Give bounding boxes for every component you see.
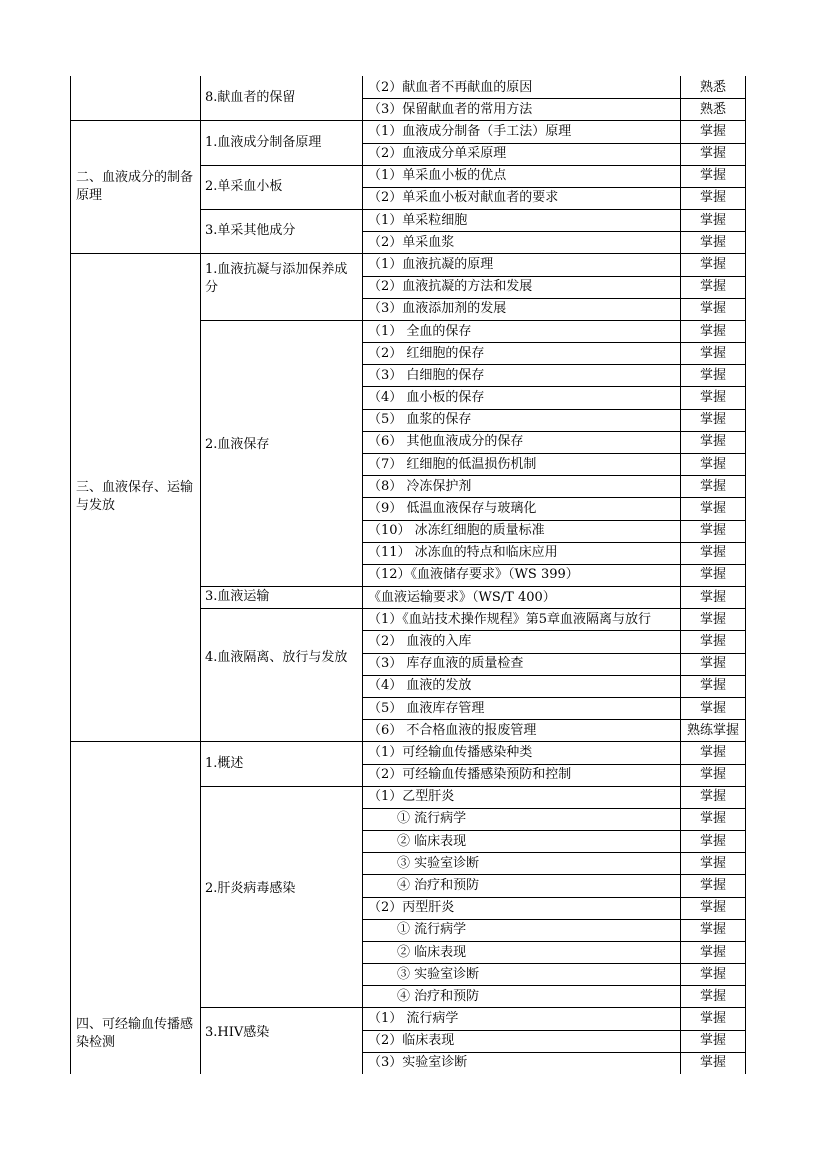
level-text: 掌握 <box>699 500 726 516</box>
item-text: （2）单采血小板对献血者的要求 <box>368 190 559 206</box>
item-text: （2）单采血浆 <box>368 234 455 250</box>
level-text: 掌握 <box>699 811 726 827</box>
level-text: 掌握 <box>699 877 726 893</box>
item-text: （1）血液抗凝的原理 <box>368 257 494 272</box>
item-text: （4） 血小板的保存 <box>368 390 485 406</box>
item-text: （6） 不合格血液的报废管理 <box>368 722 537 738</box>
item-text: （5） 血液库存管理 <box>368 700 485 716</box>
item-text: ② 临床表现 <box>397 833 467 849</box>
level-text: 掌握 <box>699 922 726 938</box>
item-text: （1）《血站技术操作规程》第5章血液隔离与放行 <box>368 611 652 627</box>
unit-cell: 3.单采其他成分 <box>205 223 296 239</box>
item-text: ④ 治疗和预防 <box>397 988 480 1004</box>
level-text: 掌握 <box>699 589 726 605</box>
level-text: 掌握 <box>699 234 726 250</box>
unit-cell: 4.血液隔离、放行与发放 <box>205 649 348 665</box>
item-text: （1） 流行病学 <box>368 1011 459 1027</box>
level-text: 掌握 <box>699 257 726 272</box>
item-text: 《血液运输要求》（WS/T 400） <box>368 589 556 605</box>
level-text: 掌握 <box>699 168 726 184</box>
level-text: 掌握 <box>699 412 726 428</box>
unit-cell: 3.HIV感染 <box>205 1024 270 1040</box>
level-text: 掌握 <box>699 123 726 139</box>
item-text: （9） 低温血液保存与玻璃化 <box>368 500 537 516</box>
level-text: 掌握 <box>699 634 726 650</box>
level-text: 掌握 <box>699 434 726 450</box>
unit-cell: 2.单采血小板 <box>205 178 283 194</box>
level-text: 掌握 <box>699 900 726 916</box>
level-text: 掌握 <box>699 279 726 295</box>
level-text: 掌握 <box>699 345 726 361</box>
item-text: （3）实验室诊断 <box>368 1055 468 1071</box>
unit-cell: 1.概述 <box>205 755 244 771</box>
item-text: ③ 实验室诊断 <box>397 966 480 982</box>
item-text: （2）血液抗凝的方法和发展 <box>368 279 533 295</box>
level-text: 掌握 <box>699 611 726 627</box>
level-text: 掌握 <box>699 367 726 383</box>
item-text: （3）保留献血者的常用方法 <box>368 101 533 117</box>
item-text: （8） 冷冻保护剂 <box>368 478 472 494</box>
item-text: （4） 血液的发放 <box>368 678 472 694</box>
item-text: ④ 治疗和预防 <box>397 877 480 893</box>
item-text: （1）可经输血传播感染种类 <box>368 744 533 760</box>
item-text: （3） 库存血液的质量检查 <box>368 656 524 672</box>
item-text: （7） 红细胞的低温损伤机制 <box>368 456 537 472</box>
item-text: （1）血液成分制备（手工法）原理 <box>368 123 572 139</box>
item-text: （6） 其他血液成分的保存 <box>368 434 524 450</box>
item-text: （2）血液成分单采原理 <box>368 146 507 162</box>
section-title <box>71 76 200 120</box>
item-text: （1）单采血小板的优点 <box>368 168 507 184</box>
level-text: 掌握 <box>699 988 726 1004</box>
item-text: （10） 冰冻红细胞的质量标准 <box>368 523 545 539</box>
item-text: （3） 白细胞的保存 <box>368 367 485 383</box>
level-text: 掌握 <box>699 700 726 716</box>
column-border <box>745 76 746 1074</box>
level-text: 掌握 <box>699 301 726 317</box>
unit-cell: 8.献血者的保留 <box>205 90 296 106</box>
level-text: 掌握 <box>699 1033 726 1049</box>
unit-cell: 2.肝炎病毒感染 <box>205 880 296 896</box>
level-text: 熟练掌握 <box>687 722 740 738</box>
item-text: （11） 冰冻血的特点和临床应用 <box>368 545 558 561</box>
item-text: （2）临床表现 <box>368 1033 455 1049</box>
item-text: （5） 血浆的保存 <box>368 412 472 428</box>
level-text: 掌握 <box>699 789 726 805</box>
level-text: 掌握 <box>699 944 726 960</box>
item-text: ② 临床表现 <box>397 944 467 960</box>
section-title: 二、血液成分的制备原理 <box>76 169 194 203</box>
unit-cell: 1.血液抗凝与添加保养成分 <box>205 261 348 295</box>
level-text: 掌握 <box>699 833 726 849</box>
item-text: （2）献血者不再献血的原因 <box>368 79 533 95</box>
level-text: 掌握 <box>699 1055 726 1071</box>
level-text: 熟悉 <box>699 79 726 95</box>
level-text: 掌握 <box>699 767 726 783</box>
level-text: 掌握 <box>699 390 726 406</box>
level-text: 掌握 <box>699 855 726 871</box>
level-text: 掌握 <box>699 678 726 694</box>
item-text: （2） 血液的入库 <box>368 634 472 650</box>
section-title: 四、可经输血传播感染检测 <box>76 1016 194 1050</box>
item-text: ① 流行病学 <box>397 811 467 827</box>
level-text: 掌握 <box>699 456 726 472</box>
item-text: （1）乙型肝炎 <box>368 789 455 805</box>
item-text: （1）单采粒细胞 <box>368 212 468 228</box>
level-text: 掌握 <box>699 523 726 539</box>
section-title: 三、血液保存、运输与发放 <box>76 480 194 514</box>
level-text: 掌握 <box>699 1011 726 1027</box>
item-text: ① 流行病学 <box>397 922 467 938</box>
item-text: ③ 实验室诊断 <box>397 855 480 871</box>
item-text: （12）《血液储存要求》（WS 399） <box>368 567 579 583</box>
level-text: 掌握 <box>699 323 726 339</box>
unit-cell: 3.血液运输 <box>205 589 270 605</box>
item-text: （1） 全血的保存 <box>368 323 472 339</box>
level-text: 掌握 <box>699 966 726 982</box>
level-text: 掌握 <box>699 744 726 760</box>
level-text: 掌握 <box>699 545 726 561</box>
level-text: 掌握 <box>699 478 726 494</box>
level-text: 掌握 <box>699 567 726 583</box>
level-text: 熟悉 <box>699 101 726 117</box>
item-text: （2）丙型肝炎 <box>368 900 455 916</box>
level-text: 掌握 <box>699 656 726 672</box>
unit-cell: 2.血液保存 <box>205 437 270 453</box>
item-text: （2）可经输血传播感染预防和控制 <box>368 767 572 783</box>
level-text: 掌握 <box>699 212 726 228</box>
item-text: （3）血液添加剂的发展 <box>368 301 507 317</box>
unit-cell: 1.血液成分制备原理 <box>205 134 322 150</box>
item-text: （2） 红细胞的保存 <box>368 345 485 361</box>
level-text: 掌握 <box>699 146 726 162</box>
level-text: 掌握 <box>699 190 726 206</box>
